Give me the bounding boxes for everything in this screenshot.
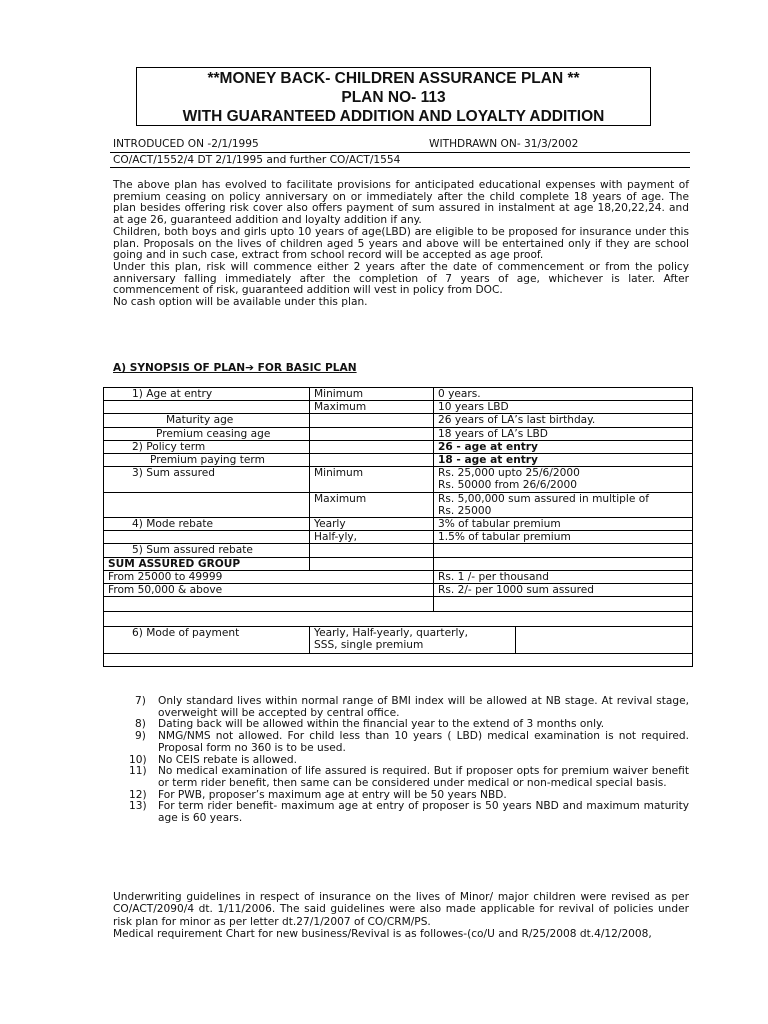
withdrawn-date: WITHDRAWN ON- 31/3/2002 — [429, 138, 579, 150]
list-text: Only standard lives within normal range of BMI index will be allowed at NB stage. At revival stage, overweight will be accepted by central office. — [158, 695, 689, 719]
table-cell: 1) Age at entry — [104, 388, 310, 401]
list-item — [113, 731, 689, 754]
table-cell: 18 - age at entry — [434, 454, 693, 467]
table-cell: From 25000 to 49999 — [104, 570, 434, 583]
table-cell: 3) Sum assured — [104, 467, 310, 492]
table-row — [104, 401, 693, 414]
medical-chart-paragraph: Medical requirement Chart for new business/Revival is as followes-(co/U and R/25/2008 dt.4/12/2008, — [113, 928, 652, 941]
table-cell — [434, 492, 693, 517]
table-cell: Minimum — [310, 467, 434, 492]
table-row — [104, 467, 693, 492]
title-line-3: WITH GUARANTEED ADDITION AND LOYALTY ADDITION — [182, 108, 605, 125]
intro-paragraph: The above plan has evolved to facilitate provisions for anticipated educational expenses with payment of premium ceasing on policy anniversary on or immediately after the child complete 18 years of age. The plan besides offering risk cover also offers payment of sum assured in instalment at age 18,20,22,24. and at age 26, guaranteed addition and loyalty addition if any. — [113, 179, 689, 227]
underwriting-section — [113, 891, 689, 941]
table-cell: Half-yly, — [310, 531, 434, 544]
table-cell — [310, 627, 516, 654]
table-cell — [310, 454, 434, 467]
table-cell: Maturity age — [104, 414, 310, 427]
table-row — [104, 584, 693, 597]
table-cell: 3% of tabular premium — [434, 518, 693, 531]
cell-line: Rs. 50000 from 26/6/2000 — [438, 479, 578, 492]
table-row — [104, 612, 693, 627]
table-cell — [104, 492, 310, 517]
table-cell — [434, 597, 693, 612]
table-cell: Maximum — [310, 492, 434, 517]
table-cell: 6) Mode of payment — [104, 627, 310, 654]
list-number: 10) — [129, 753, 147, 766]
list-item — [113, 696, 689, 719]
table-cell — [310, 414, 434, 427]
cell-line: Rs. 25,000 upto 25/6/2000 — [438, 467, 580, 480]
table-cell: 5) Sum assured rebate — [104, 544, 310, 557]
table-row — [104, 544, 693, 557]
table-cell: 18 years of LA’s LBD — [434, 427, 693, 440]
list-text: No medical examination of life assured is required. But if proposer opts for premium waiver benefit or term rider benefit, then same can be considered under medical or non-medical special basis. — [158, 765, 689, 789]
table-cell — [434, 467, 693, 492]
table-row — [104, 627, 693, 654]
list-number: 7) — [135, 695, 146, 707]
cell-line: Yearly, Half-yearly, quarterly, — [314, 627, 469, 640]
table-cell: 26 years of LA’s last birthday. — [434, 414, 693, 427]
table-cell: Minimum — [310, 388, 434, 401]
list-item — [113, 801, 689, 824]
cell-line: Rs. 25000 — [438, 504, 492, 517]
table-row — [104, 597, 693, 612]
table-cell — [434, 544, 693, 557]
list-number: 11) — [129, 765, 147, 778]
table-cell — [104, 612, 693, 627]
table-cell: 26 - age at entry — [434, 440, 693, 453]
table-row — [104, 414, 693, 427]
synopsis-heading: A) SYNOPSIS OF PLAN➔ FOR BASIC PLAN — [113, 362, 357, 374]
table-cell: Rs. 1 /- per thousand — [434, 570, 693, 583]
table-row — [104, 518, 693, 531]
title-line-2: PLAN NO- 113 — [341, 89, 446, 106]
table-cell — [104, 531, 310, 544]
list-text: For PWB, proposer’s maximum age at entry will be 50 years NBD. — [158, 788, 507, 801]
introduced-date: INTRODUCED ON -2/1/1995 — [113, 138, 259, 150]
table-row — [104, 492, 693, 517]
table-cell: Rs. 2/- per 1000 sum assured — [434, 584, 693, 597]
table-cell — [310, 544, 434, 557]
intro-section — [113, 180, 689, 309]
table-row — [104, 570, 693, 583]
cell-line: SSS, single premium — [314, 639, 424, 652]
table-cell: 0 years. — [434, 388, 693, 401]
table-cell: 10 years LBD — [434, 401, 693, 414]
list-number: 9) — [135, 730, 146, 743]
list-text: For term rider benefit- maximum age at entry of proposer is 50 years NBD and maximum maturity age is 60 years. — [158, 800, 689, 825]
divider — [110, 167, 690, 168]
circular-reference: CO/ACT/1552/4 DT 2/1/1995 and further CO/ACT/1554 — [113, 154, 401, 166]
table-cell — [310, 440, 434, 453]
table-row — [104, 427, 693, 440]
table-row — [104, 440, 693, 453]
table-cell: SUM ASSURED GROUP — [104, 557, 310, 570]
table-cell — [104, 654, 693, 667]
intro-paragraph: Children, both boys and girls upto 10 years of age(LBD) are eligible to be proposed for insurance under this plan. Proposals on the lives of children aged 5 years and above will be entertained only if they are school going and in such case, extract from school record will be accepted as age proof. — [113, 225, 689, 262]
table-row — [104, 654, 693, 667]
table-cell — [310, 557, 434, 570]
table-cell: Premium paying term — [104, 454, 310, 467]
cell-line: Rs. 5,00,000 sum assured in multiple of — [438, 492, 649, 505]
list-text: Dating back will be allowed within the financial year to the extend of 3 months only. — [158, 718, 605, 731]
table-cell: 1.5% of tabular premium — [434, 531, 693, 544]
table-cell: Maximum — [310, 401, 434, 414]
table-cell: From 50,000 & above — [104, 584, 434, 597]
table-cell: 2) Policy term — [104, 440, 310, 453]
intro-paragraph: No cash option will be available under this plan. — [113, 296, 368, 309]
table-cell: Premium ceasing age — [104, 427, 310, 440]
table-cell — [516, 627, 693, 654]
title-line-1: **MONEY BACK- CHILDREN ASSURANCE PLAN ** — [207, 70, 580, 87]
plan-title-box — [136, 67, 651, 126]
table-cell — [104, 597, 434, 612]
table-cell: Yearly — [310, 518, 434, 531]
table-cell — [310, 427, 434, 440]
table-row — [104, 531, 693, 544]
table-cell — [434, 557, 693, 570]
table-cell: 4) Mode rebate — [104, 518, 310, 531]
list-number: 12) — [129, 788, 147, 801]
list-text: No CEIS rebate is allowed. — [158, 753, 297, 766]
table-row — [104, 388, 693, 401]
list-number: 13) — [129, 800, 147, 813]
table-row — [104, 557, 693, 570]
table-cell — [104, 401, 310, 414]
list-item — [113, 766, 689, 789]
table-row — [104, 454, 693, 467]
synopsis-table — [103, 387, 693, 667]
rules-list — [113, 696, 689, 825]
underwriting-paragraph: Underwriting guidelines in respect of insurance on the lives of Minor/ major children were revised as per CO/ACT/2090/4 dt. 1/11/2006. The said guidelines were also made applicable for revival of policies under risk plan for minor as per letter dt.27/1/2007 of CO/CRM/PS. — [113, 891, 689, 928]
list-text: NMG/NMS not allowed. For child less than 10 years ( LBD) medical examination is not required. Proposal form no 360 is to be used. — [158, 730, 689, 754]
list-number: 8) — [135, 718, 146, 731]
intro-paragraph: Under this plan, risk will commence either 2 years after the date of commencement or from the policy anniversary falling immediately after the completion of 7 years of age, whichever is later. After commencement of risk, guaranteed addition will vest in policy from DOC. — [113, 260, 689, 297]
